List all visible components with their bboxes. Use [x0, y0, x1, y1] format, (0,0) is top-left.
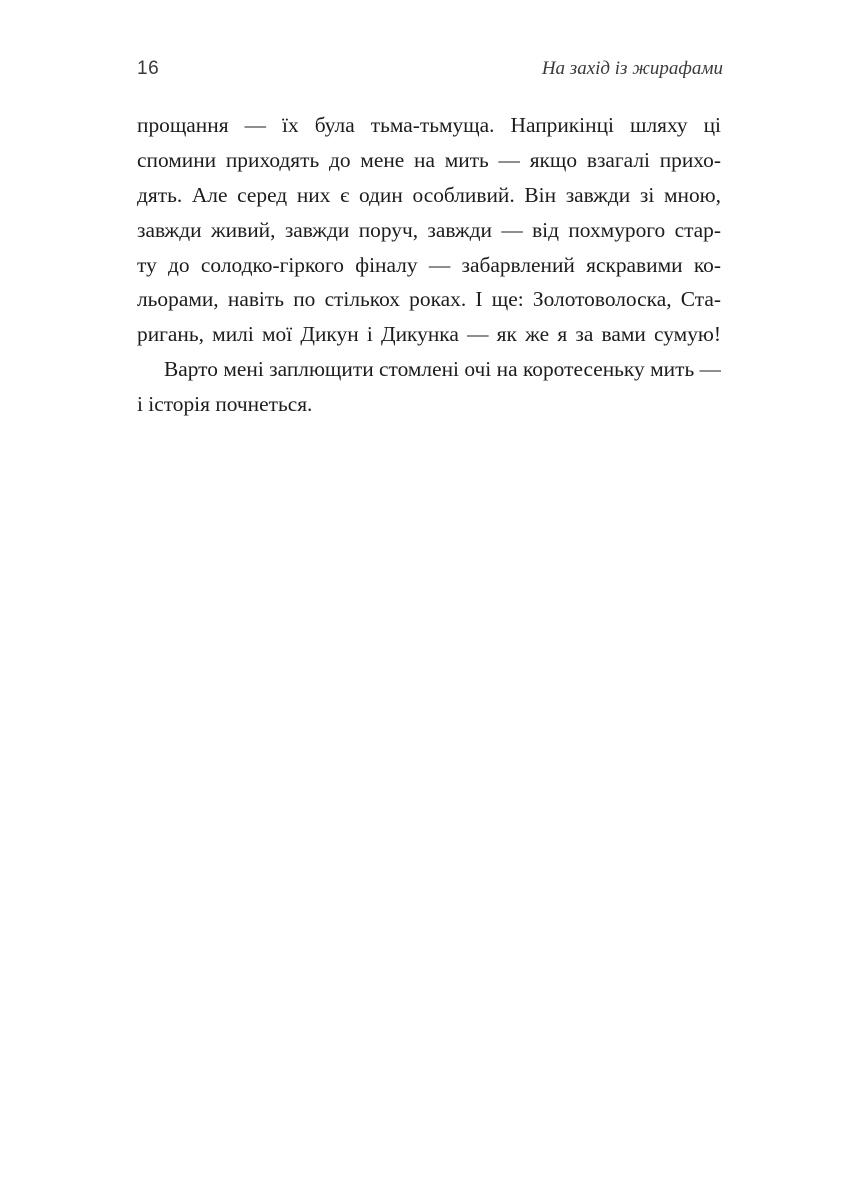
- paragraph-1: [137, 108, 721, 352]
- text-line: ту до солодко-гіркого фіналу — забарвлений яскравими ко-: [137, 252, 721, 277]
- running-title: На захід із жирафами: [541, 58, 723, 79]
- page-number: 16: [137, 58, 160, 79]
- text-line: дять. Але серед них є один особливий. Він завжди зі мною,: [137, 182, 721, 207]
- paragraph-2: [137, 352, 721, 422]
- running-head: [137, 58, 723, 88]
- text-line: прощання — їх була тьма-тьмуща. Наприкінці шляху ці: [137, 113, 721, 137]
- text-line: льорами, навіть по стількох роках. І ще: Золотоволоска, Ста-: [137, 287, 721, 312]
- text-line: спомини приходять до мене на мить — якщо взагалі прихо-: [137, 147, 721, 172]
- text-line: Варто мені заплющити стомлені очі на коротесеньку мить —: [164, 357, 721, 382]
- text-line: завжди живий, завжди поруч, завжди — від похмурого стар-: [137, 217, 721, 242]
- body-text: [137, 108, 721, 422]
- text-line: ригань, милі мої Дикун і Дикунка — як же я за вами сумую!: [137, 322, 721, 347]
- text-line: і історія почнеться.: [137, 392, 313, 417]
